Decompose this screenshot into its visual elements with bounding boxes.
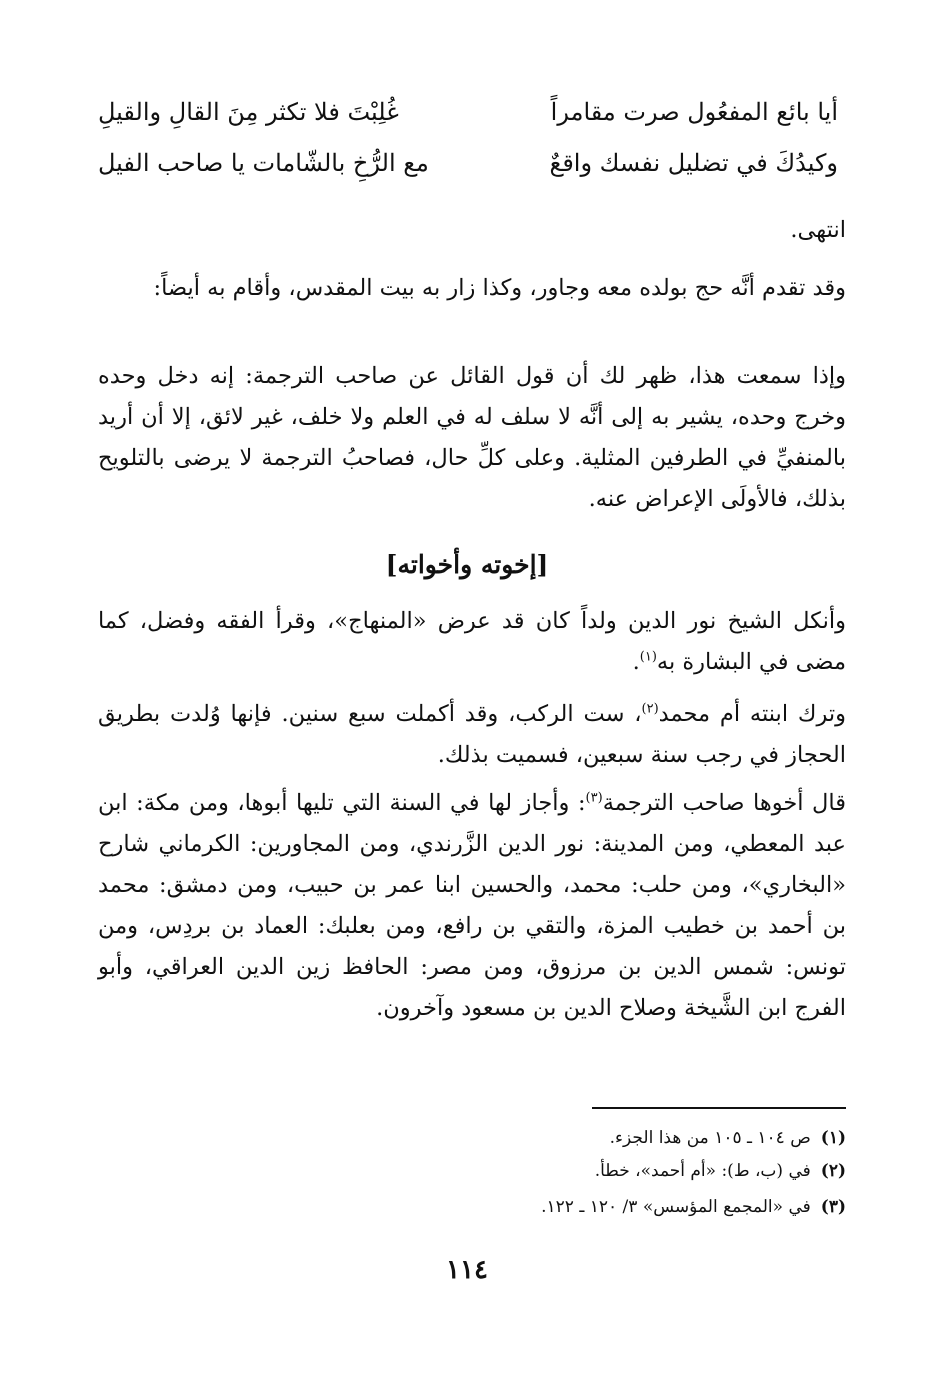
- paragraph-pilgrimage: وقد تقدم أنَّه حج بولده معه وجاور، وكذا زار به بيت المقدس، وأقام به أيضاً:: [153, 275, 846, 301]
- footnote: [98, 1126, 846, 1150]
- footnote-text: في «المجمع المؤسس» ٣/ ١٢٠ ـ ١٢٢.: [541, 1197, 811, 1217]
- poem-verse: [98, 98, 838, 138]
- footnote-reference[interactable]: (١): [639, 649, 657, 665]
- paragraph-commentary: وإذا سمعت هذا، ظهر لك أن قول القائل عن صاحب الترجمة: إنه دخل وحده وخرج وحده، يشير به إلى أنَّه لا سلف له في العلم ولا خلف، غير لائق، إلا أن أريد بالمنفيِّ في الطرفين المثلية. وعلى كلِّ حال، فصاحبُ الترجمة لا يرضى بالتلويح بذلك، فالأولَى الإعراض عنه.: [98, 363, 846, 512]
- footnote: [98, 1159, 846, 1183]
- paragraph-end-quote: انتهى.: [790, 217, 846, 243]
- footnote-divider: [592, 1107, 846, 1109]
- footnote-reference[interactable]: (٣): [585, 790, 603, 806]
- section-heading: [إخوته وأخواته]: [385, 550, 549, 579]
- paragraph-text: : وأجاز لها في السنة التي تليها أبوها، ومن مكة: ابن عبد المعطي، ومن المدينة: نور الدين الزَّرندي، ومن المجاورين: الكرماني شارح «البخاري»، ومن حلب: محمد، والحسين ابنا عمر بن حبيب، ومن دمشق: محمد بن أحمد بن خطيب المزة، والتقي بن رافع، ومن بعلبك: العماد بن بردِس، ومن تونس: شمس الدين بن مرزوق، ومن مصر: الحافظ زين الدين العراقي، وأبو الفرج ابن الشَّيخة وصلاح الدين بن مسعود وآخرون.: [98, 790, 846, 1021]
- paragraph-text: .: [632, 649, 640, 675]
- footnote-number: (١): [820, 1128, 846, 1148]
- verse-first-hemistich: وكيدُكَ في تضليل نفسك واقعٌ: [549, 149, 838, 177]
- verse-first-hemistich: أيا بائع المفعُول صرت مقامراً: [550, 98, 838, 126]
- paragraph-text: ، ست الركب، وقد أكملت سبع سنين. فإنها وُلدت بطريق الحجاز في رجب سنة سبعين، فسميت بذلك.: [98, 701, 846, 768]
- footnote-number: (٢): [820, 1161, 846, 1181]
- footnote-reference[interactable]: (٢): [641, 701, 659, 717]
- paragraph-licenses: [98, 783, 846, 1029]
- verse-second-hemistich: مع الرُّخِ بالشّامات يا صاحب الفيل: [98, 149, 429, 177]
- poem-verse: [98, 149, 838, 189]
- footnote-text: في (ب، ط): «أم أحمد»، خطأ.: [594, 1161, 811, 1181]
- footnote: [98, 1195, 846, 1219]
- paragraph-son: [98, 601, 846, 683]
- footnote-number: (٣): [820, 1197, 846, 1217]
- paragraph-text: وأنكل الشيخ نور الدين ولداً كان قد عرض «المنهاج»، وقرأ الفقه وفضل، كما مضى في البشارة به: [98, 608, 846, 675]
- paragraph-text: قال أخوها صاحب الترجمة: [602, 790, 846, 816]
- paragraph-text: وترك ابنته أم محمد: [658, 701, 846, 727]
- page-number: ١١٤: [446, 1255, 488, 1285]
- verse-second-hemistich: غُلِبْتَ فلا تكثر مِنَ القالِ والقيلِ: [98, 98, 399, 126]
- footnote-text: ص ١٠٤ ـ ١٠٥ من هذا الجزء.: [609, 1128, 811, 1148]
- paragraph-daughter: [98, 694, 846, 776]
